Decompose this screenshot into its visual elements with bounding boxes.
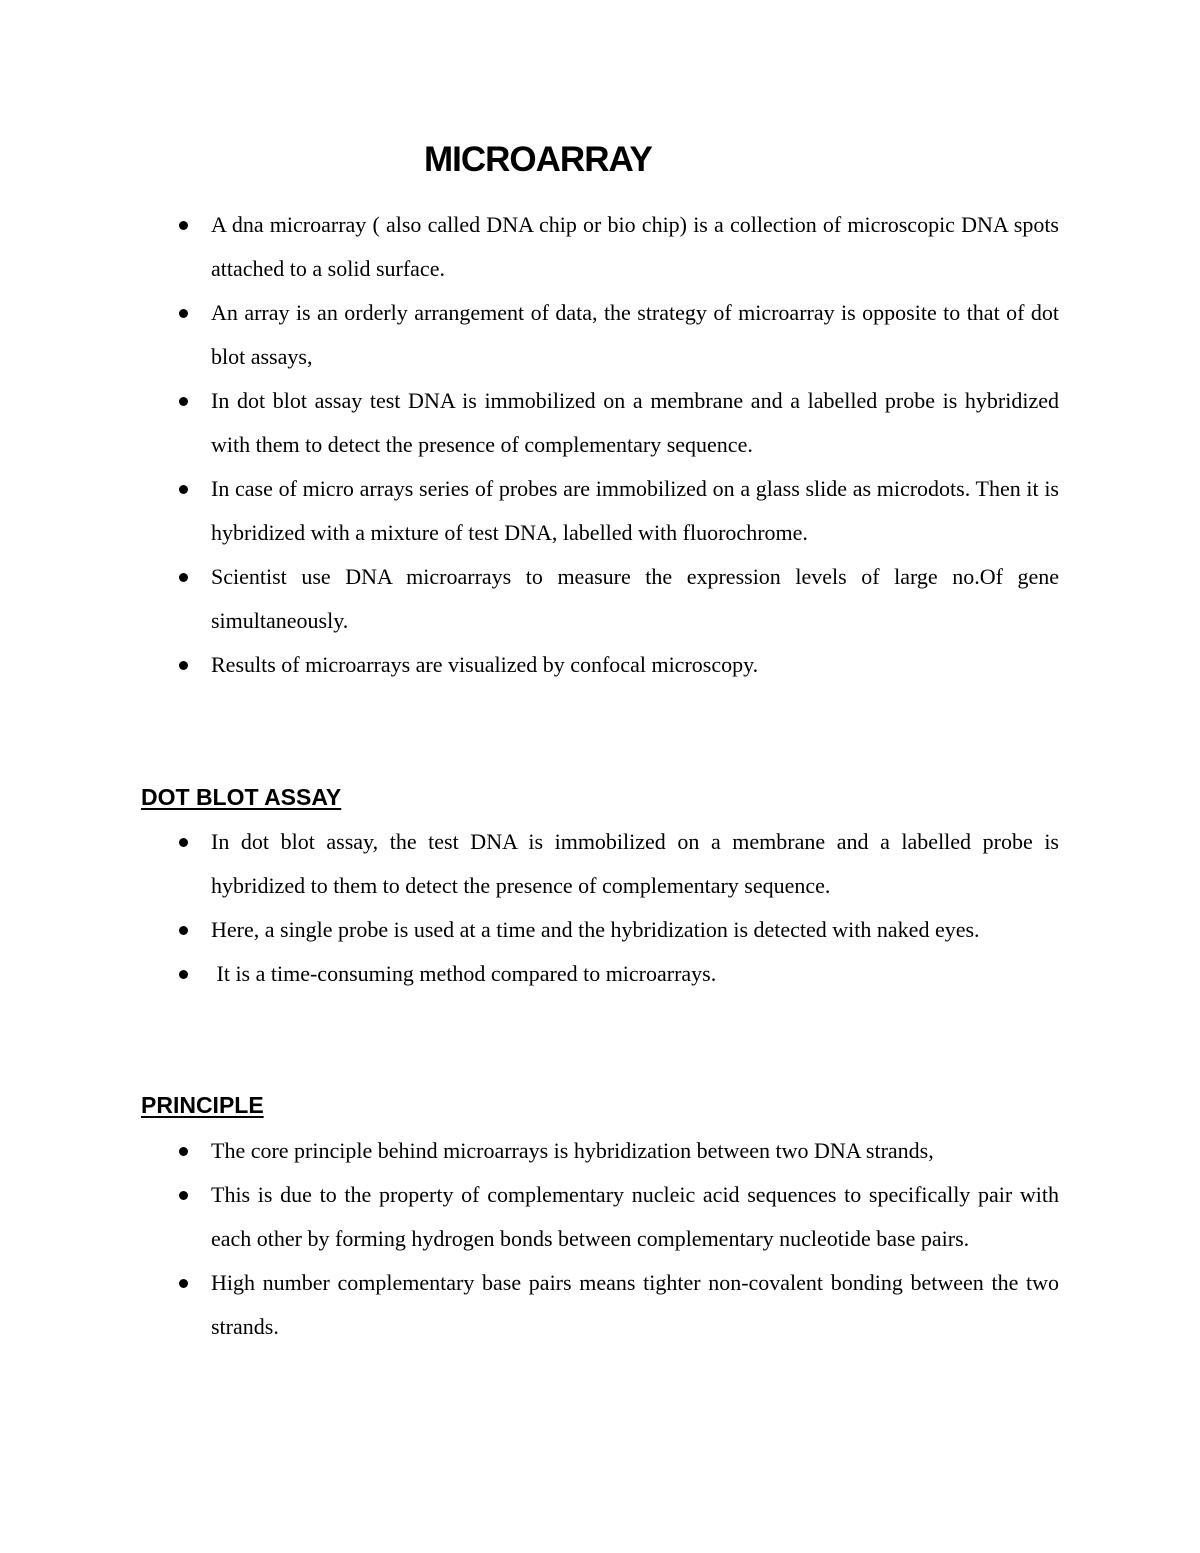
bullet-icon [179, 485, 188, 494]
list-item-text: The core principle behind microarrays is hybridization between two DNA strands, [211, 1138, 934, 1163]
list-item-text: Results of microarrays are visualized by confocal microscopy. [211, 652, 759, 677]
principle-heading: PRINCIPLE [141, 1092, 264, 1118]
bullet-icon [179, 1147, 188, 1156]
list-item [176, 952, 1059, 996]
dot-blot-heading: DOT BLOT ASSAY [141, 784, 342, 810]
list-item-text: In dot blot assay test DNA is immobilized on a membrane and a labelled probe is hybridized with them to detect the presence of complementary sequence. [211, 388, 1059, 457]
list-item [176, 908, 1059, 952]
list-item [176, 820, 1059, 908]
list-item [176, 291, 1059, 379]
list-item [176, 555, 1059, 643]
list-item [176, 1173, 1059, 1261]
list-item-text: This is due to the property of complementary nucleic acid sequences to specifically pair with each other by forming hydrogen bonds between complementary nucleotide base pairs. [211, 1182, 1059, 1251]
bullet-icon [179, 1191, 188, 1200]
bullet-icon [179, 661, 188, 670]
bullet-icon [179, 838, 188, 847]
list-item-text: High number complementary base pairs means tighter non-covalent bonding between the two strands. [211, 1270, 1059, 1339]
bullet-icon [179, 309, 188, 318]
list-item-text: Scientist use DNA microarrays to measure the expression levels of large no.Of gene simultaneously. [211, 564, 1059, 633]
list-item-text: It is a time-consuming method compared to microarrays. [211, 961, 717, 986]
list-item [176, 467, 1059, 555]
bullet-icon [179, 397, 188, 406]
dot-blot-bullet-list [176, 820, 1059, 996]
list-item [176, 643, 1059, 687]
list-item [176, 1129, 1059, 1173]
bullet-icon [179, 970, 188, 979]
list-item [176, 379, 1059, 467]
list-item-text: In case of micro arrays series of probes are immobilized on a glass slide as microdots. Then it is hybridized with a mixture of test DNA, labelled with fluorochrome. [211, 476, 1059, 545]
intro-bullet-list [176, 203, 1059, 687]
bullet-icon [179, 573, 188, 582]
list-item [176, 203, 1059, 291]
bullet-icon [179, 926, 188, 935]
list-item-text: A dna microarray ( also called DNA chip or bio chip) is a collection of microscopic DNA spots attached to a solid surface. [211, 212, 1059, 281]
bullet-icon [179, 221, 188, 230]
bullet-icon [179, 1279, 188, 1288]
list-item-text: Here, a single probe is used at a time and the hybridization is detected with naked eyes. [211, 917, 980, 942]
list-item-text: In dot blot assay, the test DNA is immobilized on a membrane and a labelled probe is hybridized to them to detect the presence of complementary sequence. [211, 829, 1059, 898]
principle-bullet-list [176, 1129, 1059, 1349]
list-item [176, 1261, 1059, 1349]
list-item-text: An array is an orderly arrangement of data, the strategy of microarray is opposite to that of dot blot assays, [211, 300, 1059, 369]
page-title: MICROARRAY [424, 140, 652, 179]
